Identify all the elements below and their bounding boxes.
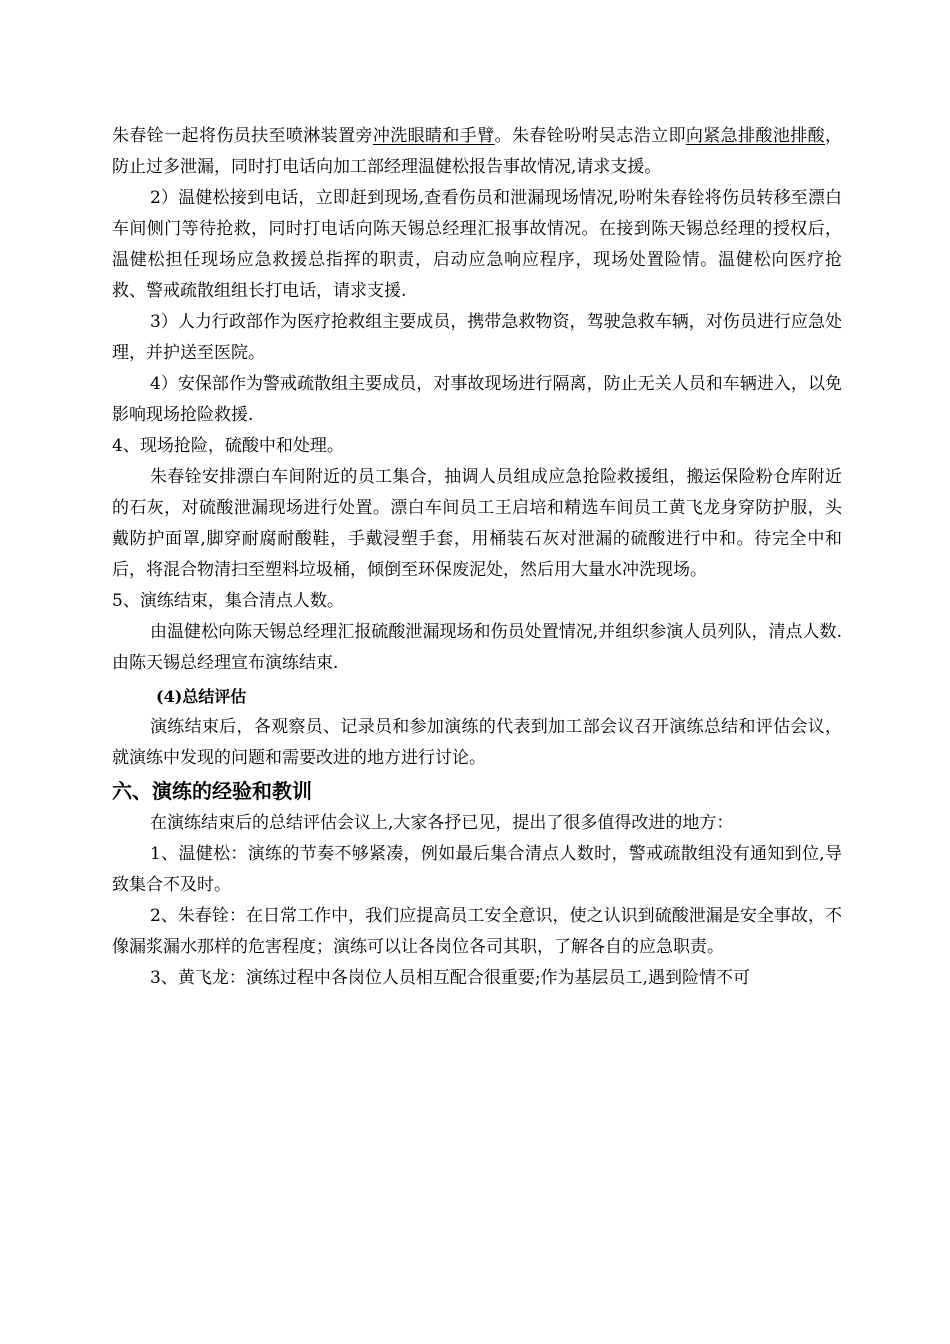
section-heading-lessons: 六、演练的经验和教训 [112,779,312,803]
paragraph-continuation [112,121,842,183]
paragraph-summary: 演练结束后，各观察员、记录员和参加演练的代表到加工部会议召开演练总结和评估会议，就演练中发现的问题和需要改进的地方进行讨论。 [112,717,842,768]
underlined-text: 向紧急排酸池排酸 [685,126,826,146]
underlined-text: 冲洗眼睛和手臂 [372,126,495,146]
text-run: 朱春铨一起将伤员扶至喷淋装置旁 [112,126,373,146]
paragraph-step-3: 3）人力行政部作为医疗抢救组主要成员，携带急救物资，驾驶急救车辆，对伤员进行应急处理，并护送至医院。 [112,312,842,363]
text-run: 。朱春铨吩咐吴志浩立即 [494,126,686,146]
list-item-4: 4、现场抢险，硫酸中和处理。 [112,436,344,456]
sub-heading-summary: (4)总结评估 [156,687,247,706]
paragraph-drill-end: 由温健松向陈天锡总经理汇报硫酸泄漏现场和伤员处置情况,并组织参演人员列队，清点人数.由陈天锡总经理宣布演练结束. [112,622,842,673]
paragraph-lesson-3: 3、黄飞龙：演练过程中各岗位人员相互配合很重要;作为基层员工,遇到险情不可 [150,968,750,988]
text-run: ，防止过多泄漏，同时打电话向加工部经理温健松报告事故情况,请求支援。 [112,126,843,177]
list-item-5: 5、演练结束，集合清点人数。 [112,591,344,611]
paragraph-lesson-2: 2、朱春铨：在日常工作中，我们应提高员工安全意识，使之认识到硫酸泄漏是安全事故，不像漏浆漏水那样的危害程度；演练可以让各岗位各司其职，了解各自的应急职责。 [112,906,842,957]
paragraph-lessons-intro: 在演练结束后的总结评估会议上,大家各抒已见，提出了很多值得改进的地方： [150,813,734,833]
paragraph-rescue: 朱春铨安排漂白车间附近的员工集合，抽调人员组成应急抢险救援组，搬运保险粉仓库附近的石灰，对硫酸泄漏现场进行处置。漂白车间员工王启培和精选车间员工黄飞龙身穿防护服，头戴防护面罩,脚穿耐腐耐酸鞋，手戴浸塑手套，用桶装石灰对泄漏的硫酸进行中和。待完全中和后，将混合物清扫至塑料垃圾桶，倾倒至环保废泥处，然后用大量水冲洗现场。 [112,467,842,580]
paragraph-lesson-1: 1、温健松：演练的节奏不够紧凑，例如最后集合清点人数时，警戒疏散组没有通知到位,导致集合不及时。 [112,844,842,895]
paragraph-step-4: 4）安保部作为警戒疏散组主要成员，对事故现场进行隔离，防止无关人员和车辆进入，以免影响现场抢险救援. [112,374,842,425]
paragraph-step-2: 2）温健松接到电话，立即赶到现场,查看伤员和泄漏现场情况,吩咐朱春铨将伤员转移至漂白车间侧门等待抢救，同时打电话向陈天锡总经理汇报事故情况。在接到陈天锡总经理的授权后，温健松担任现场应急救援总指挥的职责，启动应急响应程序，现场处置险情。温健松向医疗抢救、警戒疏散组组长打电话，请求支援. [112,188,842,301]
document-page [112,121,842,994]
